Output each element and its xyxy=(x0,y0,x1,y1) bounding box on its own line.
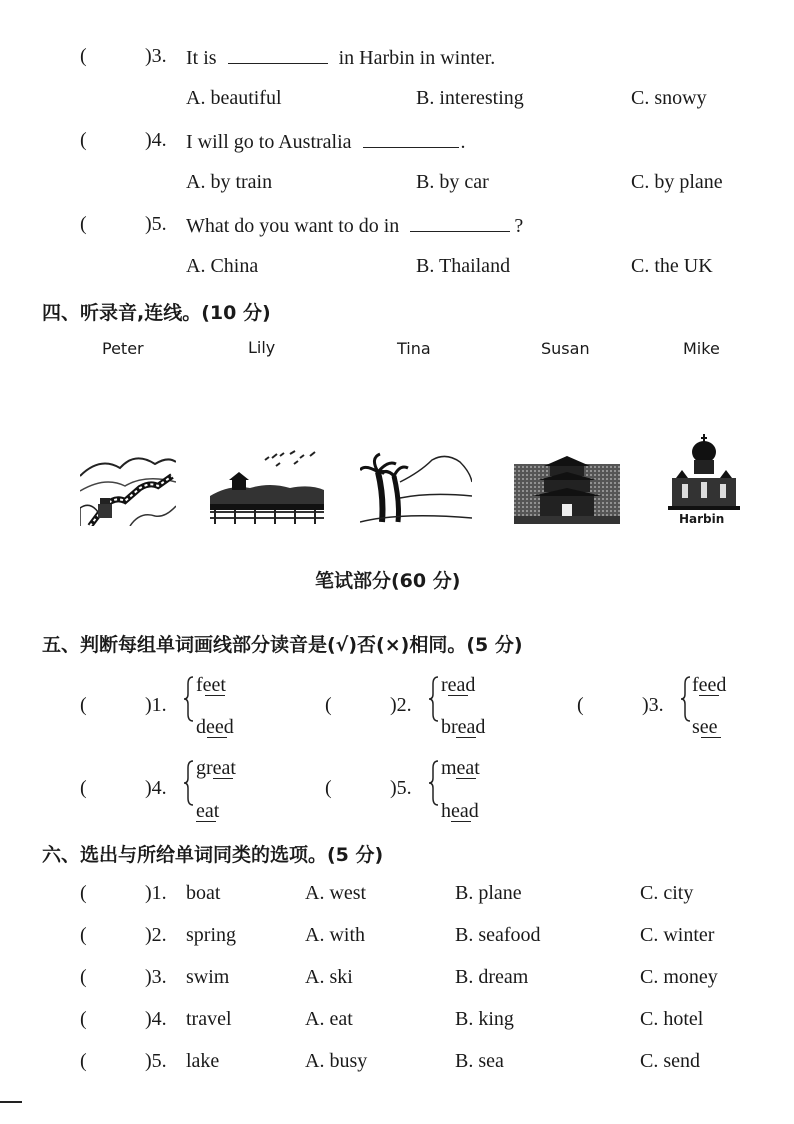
question-number: )4. xyxy=(145,129,167,151)
question-number: )3. xyxy=(642,694,664,716)
brace xyxy=(681,676,691,722)
question-number: )5. xyxy=(390,777,412,799)
question-number: )4. xyxy=(145,777,167,799)
cathedral-icon[interactable] xyxy=(668,434,740,510)
answer-paren[interactable]: ( xyxy=(80,1008,87,1030)
underline-mark xyxy=(456,778,476,779)
answer-paren[interactable]: ( xyxy=(80,694,87,716)
option-b[interactable]: B. dream xyxy=(455,966,529,988)
brace xyxy=(429,760,439,806)
question-number: )1. xyxy=(145,882,167,904)
page-edge-mark xyxy=(0,1101,22,1103)
underline-mark xyxy=(451,821,471,822)
option-b[interactable]: B. plane xyxy=(455,882,522,904)
underline-mark xyxy=(699,695,719,696)
underline-mark xyxy=(213,778,233,779)
section5-heading: 五、判断每组单词画线部分读音是(√)否(×)相同。(5 分) xyxy=(42,634,523,656)
option-a[interactable]: A. west xyxy=(305,882,367,904)
option-c[interactable]: C. snowy xyxy=(631,87,707,109)
option-a[interactable]: A. busy xyxy=(305,1050,368,1072)
question-number: )3. xyxy=(145,45,167,67)
section6-heading: 六、选出与所给单词同类的选项。(5 分) xyxy=(42,844,384,866)
word-1: feed xyxy=(692,674,727,696)
stem-after: in Harbin in winter. xyxy=(338,47,496,69)
name-tina[interactable]: Tina xyxy=(397,339,431,358)
given-word: spring xyxy=(186,924,236,946)
option-c[interactable]: C. by plane xyxy=(631,171,723,193)
answer-paren[interactable]: ( xyxy=(80,882,87,904)
question-stem xyxy=(186,45,495,70)
temple-icon[interactable] xyxy=(514,454,620,524)
answer-blank[interactable] xyxy=(410,213,510,232)
question-number: )1. xyxy=(145,694,167,716)
word-2: head xyxy=(441,800,479,822)
answer-paren[interactable]: ( xyxy=(80,924,87,946)
name-peter[interactable]: Peter xyxy=(102,339,144,358)
section4-heading: 四、听录音,连线。(10 分) xyxy=(42,302,271,324)
answer-paren[interactable]: ( xyxy=(80,213,87,235)
answer-blank[interactable] xyxy=(363,129,459,148)
word-2: eat xyxy=(196,800,220,822)
question-stem xyxy=(186,129,466,154)
given-word: swim xyxy=(186,966,230,988)
picture-label-harbin: Harbin xyxy=(679,512,725,526)
question-number: )5. xyxy=(145,1050,167,1072)
name-mike[interactable]: Mike xyxy=(683,339,720,358)
option-a[interactable]: A. ski xyxy=(305,966,353,988)
option-a[interactable]: A. eat xyxy=(305,1008,353,1030)
option-a[interactable]: A. by train xyxy=(186,171,273,193)
stem-before: I will go to Australia xyxy=(186,131,352,153)
answer-paren[interactable]: ( xyxy=(325,777,332,799)
answer-paren[interactable]: ( xyxy=(80,129,87,151)
question-number: )4. xyxy=(145,1008,167,1030)
given-word: travel xyxy=(186,1008,232,1030)
name-susan[interactable]: Susan xyxy=(541,339,590,358)
brace xyxy=(429,676,439,722)
great-wall-icon[interactable] xyxy=(80,446,176,526)
lake-pavilion-icon[interactable] xyxy=(210,448,324,524)
option-b[interactable]: B. Thailand xyxy=(416,255,511,277)
option-c[interactable]: C. send xyxy=(640,1050,700,1072)
word-2: bread xyxy=(441,716,486,738)
stem-before: What do you want to do in xyxy=(186,215,400,237)
option-a[interactable]: A. China xyxy=(186,255,259,277)
underline-mark xyxy=(448,695,468,696)
option-c[interactable]: C. money xyxy=(640,966,718,988)
word-1: meat xyxy=(441,757,480,779)
word-1: read xyxy=(441,674,476,696)
underline-mark xyxy=(701,737,721,738)
underline-mark xyxy=(196,821,216,822)
stem-after: ? xyxy=(514,215,524,237)
option-a[interactable]: A. with xyxy=(305,924,365,946)
answer-paren[interactable]: ( xyxy=(80,777,87,799)
option-c[interactable]: C. winter xyxy=(640,924,715,946)
brace xyxy=(184,676,194,722)
option-b[interactable]: B. interesting xyxy=(416,87,524,109)
brace xyxy=(184,760,194,806)
option-c[interactable]: C. hotel xyxy=(640,1008,704,1030)
underline-mark xyxy=(207,737,227,738)
option-c[interactable]: C. the UK xyxy=(631,255,713,277)
question-number: )3. xyxy=(145,966,167,988)
palm-beach-icon[interactable] xyxy=(360,452,472,524)
answer-paren[interactable]: ( xyxy=(80,1050,87,1072)
word-1: great xyxy=(196,757,236,779)
question-stem xyxy=(186,213,523,238)
option-b[interactable]: B. sea xyxy=(455,1050,504,1072)
stem-after: . xyxy=(460,131,466,153)
option-b[interactable]: B. by car xyxy=(416,171,489,193)
question-number: )2. xyxy=(390,694,412,716)
option-b[interactable]: B. king xyxy=(455,1008,514,1030)
option-a[interactable]: A. beautiful xyxy=(186,87,282,109)
answer-paren[interactable]: ( xyxy=(80,966,87,988)
word-2: see xyxy=(692,716,718,738)
word-1: feet xyxy=(196,674,226,696)
written-part-heading: 笔试部分(60 分) xyxy=(315,570,461,592)
answer-paren[interactable]: ( xyxy=(577,694,584,716)
stem-before: It is xyxy=(186,47,217,69)
question-number: )2. xyxy=(145,924,167,946)
question-number: )5. xyxy=(145,213,167,235)
answer-paren[interactable]: ( xyxy=(80,45,87,67)
given-word: lake xyxy=(186,1050,220,1072)
answer-paren[interactable]: ( xyxy=(325,694,332,716)
underline-mark xyxy=(205,695,225,696)
option-c[interactable]: C. city xyxy=(640,882,694,904)
word-2: deed xyxy=(196,716,234,738)
answer-blank[interactable] xyxy=(228,45,328,64)
underline-mark xyxy=(456,737,476,738)
given-word: boat xyxy=(186,882,221,904)
option-b[interactable]: B. seafood xyxy=(455,924,541,946)
name-lily[interactable]: Lily xyxy=(248,338,276,357)
